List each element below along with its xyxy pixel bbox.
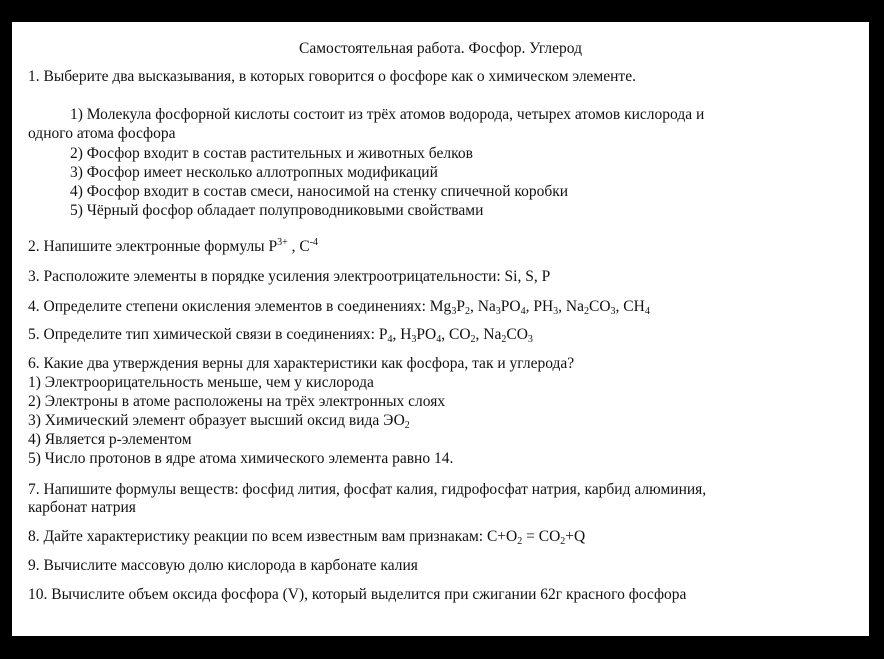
question-2: 2. Напишите электронные формулы $P^{3+}$ , $C^{-4}$ xyxy=(28,237,319,255)
question-3: 3. Расположите элементы в порядке усиления электроотрицательности: Si, S, P xyxy=(28,268,551,285)
q6-option-3: 3) Химический элемент образует высший оксид вида $ЭО_2$ xyxy=(28,412,410,431)
question-5: 5. Определите тип химической связи в соединениях: $P_4$, $H_3PO_4$, $CO_2$, $Na_2CO_3$ xyxy=(28,326,533,345)
q1-option-3: 3) Фосфор имеет несколько аллотропных модификаций xyxy=(70,164,438,181)
q6-option-4: 4) Является p-элементом xyxy=(28,431,192,448)
q1-option-2: 2) Фосфор входит в состав растительных и животных белков xyxy=(70,145,473,162)
question-7: 7. Напишите формулы веществ: фосфид лития, фосфат калия, гидрофосфат натрия, карбид алюминия, xyxy=(28,481,707,498)
question-9: 9. Вычислите массовую долю кислорода в карбонате калия xyxy=(28,557,418,574)
question-10: 10. Вычислите объем оксида фосфора (V), который выделится при сжигании 62г красного фосфора xyxy=(28,586,687,603)
q1-option-4: 4) Фосфор входит в состав смеси, наносимой на стенку спичечной коробки xyxy=(70,183,569,200)
worksheet-title: Самостоятельная работа. Фосфор. Углерод xyxy=(299,40,582,57)
q6-option-2: 2) Электроны в атоме расположены на трёх электронных слоях xyxy=(28,393,446,410)
q6-option-5: 5) Число протонов в ядре атома химического элемента равно 14. xyxy=(28,450,454,467)
worksheet xyxy=(12,22,869,636)
q6-option-1: 1) Электроорицательность меньше, чем у кислорода xyxy=(28,374,374,391)
question-4: 4. Определите степени окисления элементов в соединениях: $Mg_3P_2$, $Na_3PO_4$, $PH_3$, $Na_2CO_3$, $CH_4$ xyxy=(28,298,650,317)
question-8: 8. Дайте характеристику реакции по всем известным вам признакам: $C+O_2 = CO_2+Q$ xyxy=(28,528,586,547)
q1-option-5: 5) Чёрный фосфор обладает полупроводниковыми свойствами xyxy=(70,202,484,219)
question-7-cont: карбонат натрия xyxy=(28,499,136,516)
q1-option-1-cont: одного атома фосфора xyxy=(28,125,176,142)
q1-option-1: 1) Молекула фосфорной кислоты состоит из трёх атомов водорода, четырех атомов кислорода и xyxy=(70,106,705,123)
question-1: 1. Выберите два высказывания, в которых говорится о фосфоре как о химическом элементе. xyxy=(28,68,636,85)
question-6: 6. Какие два утверждения верны для характеристики как фосфора, так и углерода? xyxy=(28,355,575,372)
